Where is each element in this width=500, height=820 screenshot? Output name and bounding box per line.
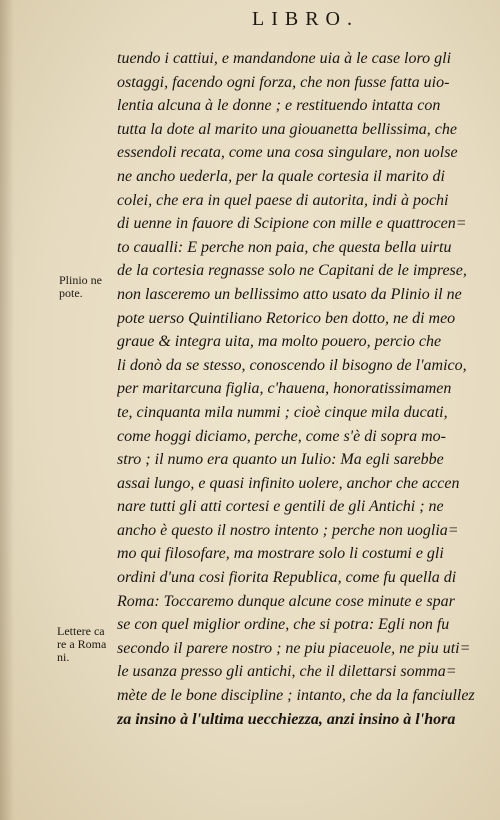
text-line: to caualli: E perche non paia, che questa bella uirtu — [117, 238, 452, 256]
text-line: assai lungo, e quasi infinito uolere, anchor che accen — [117, 474, 460, 492]
text-line: non lasceremo un bellissimo atto usato da Plinio il ne — [117, 285, 462, 303]
text-line: lentia alcuna à le donne ; e restituendo intatta con — [117, 97, 441, 115]
text-line: mo qui filosofare, ma mostrare solo li costumi e gli — [117, 545, 444, 563]
margin-note-plinio — [59, 274, 102, 300]
text-line: stro ; il numo era quanto un Iulio: Ma egli sarebbe — [117, 451, 444, 469]
text-line: te, cinquanta mila nummi ; cioè cinque mila ducati, — [117, 403, 448, 421]
text-line: ostaggi, facendo ogni forza, che non fusse fatta uio- — [117, 73, 450, 91]
running-head: LIBRO. — [252, 8, 359, 30]
text-line: tutta la dote al marito una giouanetta bellissima, che — [117, 120, 457, 138]
text-line: za insino à l'ultima uecchiezza, anzi insino à l'hora — [117, 710, 456, 728]
text-line: ancho è questo il nostro intento ; perche non uoglia= — [117, 521, 459, 539]
text-line: le usanza presso gli antichi, che il dilettarsi somma= — [117, 663, 457, 681]
text-line: li donò da se stesso, conoscendo il bisogno de l'amico, — [117, 356, 467, 374]
text-line: Roma: Toccaremo dunque alcune cose minute e spar — [117, 592, 455, 610]
text-line: pote uerso Quintiliano Retorico ben dotto, ne di meo — [117, 309, 456, 327]
margin-note-line: Plinio ne — [59, 273, 103, 287]
text-line: de la cortesia regnasse solo ne Capitani de le imprese, — [117, 262, 467, 280]
text-line: secondo il parere nostro ; ne piu piaceuole, ne piu uti= — [117, 639, 471, 657]
text-line: graue & integra uita, ma molto pouero, percio che — [117, 333, 442, 351]
margin-note-line: Lettere ca — [57, 624, 105, 638]
body-text — [117, 47, 495, 731]
text-line: nare tutti gli atti cortesi e gentili de gli Antichi ; ne — [117, 498, 444, 516]
text-line: colei, che era in quel paese di autorita, indi à pochi — [117, 191, 449, 209]
text-line: di uenne in fauore di Scipione con mille e quattrocen= — [117, 215, 467, 233]
text-line: come hoggi diciamo, perche, come s'è di sopra mo- — [117, 427, 446, 445]
text-line: se con quel miglior ordine, che si potra: Egli non fu — [117, 616, 450, 634]
margin-note-line: ni. — [57, 650, 70, 664]
text-line: tuendo i cattiui, e mandandone uia à le case loro gli — [117, 50, 452, 67]
margin-note-line: re a Roma — [57, 637, 107, 651]
margin-note-line: pote. — [59, 286, 83, 300]
text-line: mète de le bone discipline ; intanto, che da la fanciullez — [117, 687, 475, 705]
text-line: ne ancho uederla, per la quale cortesia il marito di — [117, 167, 445, 185]
text-line: per maritarcuna figlia, c'hauena, honoratissimamen — [117, 380, 452, 398]
page-fold-shadow — [0, 0, 14, 820]
text-line: essendoli recata, come una cosa singulare, non uolse — [117, 144, 458, 162]
text-line: ordini d'una cosi fiorita Republica, come fu quella di — [117, 569, 457, 587]
margin-note-lettere — [57, 625, 106, 664]
